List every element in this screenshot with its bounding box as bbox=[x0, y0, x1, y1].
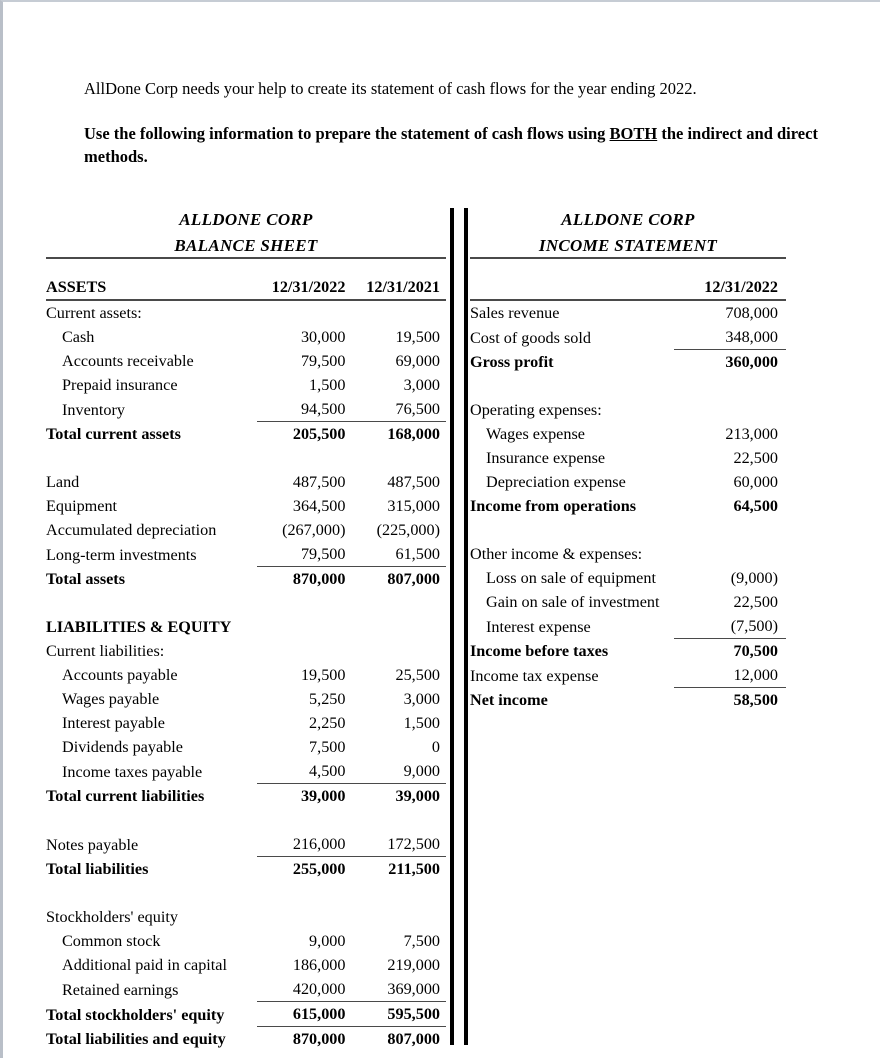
table-row bbox=[46, 615, 446, 639]
balance-sheet-header-row bbox=[46, 259, 446, 300]
liabilities-equity-section-label: LIABILITIES & EQUITY bbox=[46, 618, 232, 636]
row-value-2022: 79,500 bbox=[300, 352, 346, 370]
row-value-2022: 348,000 bbox=[674, 325, 786, 350]
table-row bbox=[46, 977, 446, 1002]
row-label: Income before taxes bbox=[470, 642, 609, 660]
table-row bbox=[46, 711, 446, 735]
row-label: Common stock bbox=[62, 932, 161, 950]
row-label: Net income bbox=[470, 691, 548, 709]
row-label: Cost of goods sold bbox=[470, 328, 591, 347]
table-row bbox=[46, 759, 446, 784]
income-statement-title: INCOME STATEMENT bbox=[470, 234, 786, 259]
row-value-2022 bbox=[257, 300, 352, 325]
row-value-2022: 39,000 bbox=[300, 787, 346, 805]
row-label: Total assets bbox=[46, 570, 125, 588]
row-label: Accumulated depreciation bbox=[46, 521, 217, 539]
row-value-2022: 870,000 bbox=[292, 570, 346, 588]
table-row bbox=[46, 1002, 446, 1027]
row-value-2021: 39,000 bbox=[395, 787, 440, 805]
row-value-2021: 315,000 bbox=[387, 497, 440, 515]
row-value-2021 bbox=[351, 639, 446, 663]
table-row bbox=[470, 590, 786, 614]
row-value-2021: 19,500 bbox=[395, 328, 440, 346]
intro-instruction bbox=[84, 122, 826, 168]
row-value-2021: 807,000 bbox=[387, 1030, 440, 1048]
row-label: Depreciation expense bbox=[486, 473, 626, 491]
row-value-2021 bbox=[351, 615, 446, 639]
row-value-2022: 255,000 bbox=[292, 860, 346, 878]
balance-sheet-table bbox=[46, 259, 446, 1051]
row-value-2022: 7,500 bbox=[309, 738, 346, 756]
row-value-2022: (267,000) bbox=[282, 521, 346, 539]
row-value-2021: 211,500 bbox=[388, 860, 440, 878]
row-value-2022: 30,000 bbox=[300, 328, 346, 346]
table-row bbox=[470, 688, 786, 713]
row-label: Equipment bbox=[46, 497, 118, 515]
table-row bbox=[46, 735, 446, 759]
table-row bbox=[470, 422, 786, 446]
row-value-2022: 79,500 bbox=[257, 542, 352, 567]
row-value-2022: 870,000 bbox=[292, 1030, 346, 1048]
row-value-2022: 9,000 bbox=[309, 932, 346, 950]
table-row bbox=[470, 639, 786, 664]
table-row bbox=[46, 494, 446, 518]
bs-col2-header: 12/31/2021 bbox=[351, 259, 446, 300]
row-label: Total current assets bbox=[46, 425, 181, 443]
table-row bbox=[46, 857, 446, 882]
row-value-2021: 25,500 bbox=[395, 666, 440, 684]
row-value-2022: 58,500 bbox=[733, 691, 778, 709]
row-label: Gross profit bbox=[470, 353, 554, 371]
table-row bbox=[470, 300, 786, 325]
income-statement-header-row bbox=[470, 259, 786, 300]
table-row bbox=[46, 687, 446, 711]
row-value-2022: 364,500 bbox=[292, 497, 346, 515]
table-row bbox=[46, 663, 446, 687]
row-spacer bbox=[46, 446, 446, 470]
row-value-2022: (7,500) bbox=[674, 614, 786, 639]
table-row bbox=[470, 398, 786, 422]
table-row bbox=[470, 494, 786, 518]
bs-col1-header: 12/31/2022 bbox=[257, 259, 352, 300]
row-label: Income from operations bbox=[470, 497, 637, 515]
row-value-2021: (225,000) bbox=[376, 521, 440, 539]
panel-divider-right-rule bbox=[464, 208, 468, 1045]
instruction-part-b: the indirect and direct methods. bbox=[84, 124, 818, 166]
table-row bbox=[470, 470, 786, 494]
row-value-2022: 64,500 bbox=[733, 497, 778, 515]
row-spacer bbox=[470, 374, 786, 398]
row-spacer bbox=[46, 808, 446, 832]
row-value-2021: 7,500 bbox=[403, 932, 440, 950]
table-row bbox=[46, 905, 446, 929]
row-label: Long-term investments bbox=[46, 545, 197, 564]
table-row bbox=[470, 566, 786, 590]
row-label: Total liabilities bbox=[46, 860, 149, 878]
income-statement-panel bbox=[470, 208, 786, 712]
row-value-2021: 3,000 bbox=[403, 690, 440, 708]
row-value-2022 bbox=[674, 542, 786, 566]
row-value-2022 bbox=[257, 615, 352, 639]
table-row bbox=[46, 422, 446, 447]
assets-section-label: ASSETS bbox=[46, 259, 257, 300]
is-col1-header: 12/31/2022 bbox=[674, 259, 786, 300]
intro-block bbox=[84, 78, 826, 168]
row-value-2021 bbox=[351, 300, 446, 325]
row-label: Income taxes payable bbox=[62, 762, 203, 781]
row-value-2022: (9,000) bbox=[730, 569, 778, 587]
row-value-2022: 22,500 bbox=[733, 593, 778, 611]
table-row bbox=[46, 953, 446, 977]
row-value-2021: 219,000 bbox=[387, 956, 440, 974]
row-value-2021: 172,500 bbox=[351, 832, 446, 857]
balance-sheet-title: BALANCE SHEET bbox=[46, 234, 446, 259]
row-label: Total stockholders' equity bbox=[46, 1005, 225, 1024]
table-row bbox=[46, 784, 446, 809]
table-row bbox=[470, 350, 786, 375]
row-label: Accounts receivable bbox=[62, 352, 194, 370]
row-value-2021: 1,500 bbox=[403, 714, 440, 732]
table-row bbox=[46, 832, 446, 857]
row-value-2021: 487,500 bbox=[387, 473, 440, 491]
row-label: Total current liabilities bbox=[46, 787, 205, 805]
table-row bbox=[470, 614, 786, 639]
row-value-2022: 60,000 bbox=[733, 473, 778, 491]
row-label: Loss on sale of equipment bbox=[486, 569, 656, 587]
table-row bbox=[46, 325, 446, 349]
row-value-2022: 12,000 bbox=[674, 663, 786, 688]
row-value-2021: 69,000 bbox=[395, 352, 440, 370]
row-value-2022: 205,500 bbox=[292, 425, 346, 443]
row-label: Dividends payable bbox=[62, 738, 183, 756]
table-row bbox=[470, 325, 786, 350]
row-value-2022: 615,000 bbox=[257, 1002, 352, 1027]
row-label: Current liabilities: bbox=[46, 642, 165, 660]
table-row bbox=[46, 300, 446, 325]
row-label: Other income & expenses: bbox=[470, 545, 643, 563]
row-value-2022: 487,500 bbox=[292, 473, 346, 491]
row-value-2022: 22,500 bbox=[733, 449, 778, 467]
row-value-2021: 595,500 bbox=[351, 1002, 446, 1027]
row-label: Land bbox=[46, 473, 80, 491]
row-value-2022 bbox=[674, 398, 786, 422]
row-label: Income tax expense bbox=[470, 666, 599, 685]
row-value-2022 bbox=[257, 639, 352, 663]
table-row bbox=[46, 1027, 446, 1052]
row-label: Insurance expense bbox=[486, 449, 606, 467]
row-spacer bbox=[470, 518, 786, 542]
row-value-2021: 807,000 bbox=[387, 570, 440, 588]
row-value-2022: 360,000 bbox=[725, 353, 778, 371]
row-label: Accounts payable bbox=[62, 666, 178, 684]
row-label: Interest payable bbox=[62, 714, 165, 732]
row-value-2022: 1,500 bbox=[309, 376, 346, 394]
row-value-2022: 186,000 bbox=[292, 956, 346, 974]
row-label: Operating expenses: bbox=[470, 401, 602, 419]
row-label: Inventory bbox=[62, 400, 125, 419]
balance-sheet-company: ALLDONE CORP bbox=[179, 210, 313, 229]
row-label: Stockholders' equity bbox=[46, 908, 178, 926]
row-value-2022: 5,250 bbox=[309, 690, 346, 708]
row-label: Retained earnings bbox=[62, 980, 179, 999]
table-row bbox=[470, 663, 786, 688]
row-value-2022: 708,000 bbox=[725, 304, 778, 322]
row-value-2021: 76,500 bbox=[351, 397, 446, 422]
row-value-2021: 61,500 bbox=[351, 542, 446, 567]
row-label: Additional paid in capital bbox=[62, 956, 227, 974]
instruction-part-a: Use the following information to prepare the statement of cash flows using bbox=[84, 124, 610, 143]
table-row bbox=[46, 639, 446, 663]
row-spacer bbox=[46, 591, 446, 615]
row-value-2021: 369,000 bbox=[351, 977, 446, 1002]
row-value-2022: 420,000 bbox=[257, 977, 352, 1002]
table-row bbox=[46, 470, 446, 494]
row-label: Notes payable bbox=[46, 835, 139, 854]
panel-divider-left-rule bbox=[450, 208, 454, 1045]
row-spacer bbox=[46, 881, 446, 905]
instruction-emphasis: BOTH bbox=[609, 124, 658, 143]
table-row bbox=[46, 397, 446, 422]
row-value-2022: 216,000 bbox=[257, 832, 352, 857]
row-label: Gain on sale of investment bbox=[486, 593, 660, 611]
row-value-2022 bbox=[257, 905, 352, 929]
row-value-2022: 70,500 bbox=[733, 642, 778, 660]
row-label: Prepaid insurance bbox=[62, 376, 178, 394]
row-value-2021: 168,000 bbox=[387, 425, 440, 443]
row-value-2021: 0 bbox=[431, 738, 440, 756]
table-row bbox=[46, 373, 446, 397]
table-row bbox=[470, 542, 786, 566]
income-statement-table bbox=[470, 259, 786, 712]
row-value-2021: 9,000 bbox=[351, 759, 446, 784]
row-label: Sales revenue bbox=[470, 304, 560, 322]
row-label: Interest expense bbox=[486, 617, 591, 636]
row-label: Wages expense bbox=[486, 425, 585, 443]
table-row bbox=[46, 567, 446, 592]
row-label: Current assets: bbox=[46, 304, 142, 322]
row-value-2021 bbox=[351, 905, 446, 929]
table-row bbox=[470, 446, 786, 470]
row-value-2022: 19,500 bbox=[300, 666, 346, 684]
is-header-blank bbox=[470, 259, 674, 300]
row-label: Total liabilities and equity bbox=[46, 1030, 226, 1048]
row-value-2022: 213,000 bbox=[725, 425, 778, 443]
table-row bbox=[46, 929, 446, 953]
intro-sentence: AllDone Corp needs your help to create its statement of cash flows for the year ending 2022. bbox=[84, 79, 697, 98]
row-label: Cash bbox=[62, 328, 95, 346]
table-row bbox=[46, 542, 446, 567]
table-row bbox=[46, 518, 446, 542]
row-value-2022: 4,500 bbox=[257, 759, 352, 784]
row-value-2022: 2,250 bbox=[309, 714, 346, 732]
balance-sheet-panel bbox=[46, 208, 446, 1051]
row-value-2021: 3,000 bbox=[403, 376, 440, 394]
table-row bbox=[46, 349, 446, 373]
row-value-2022: 94,500 bbox=[257, 397, 352, 422]
income-statement-company: ALLDONE CORP bbox=[561, 210, 695, 229]
row-label: Wages payable bbox=[62, 690, 160, 708]
